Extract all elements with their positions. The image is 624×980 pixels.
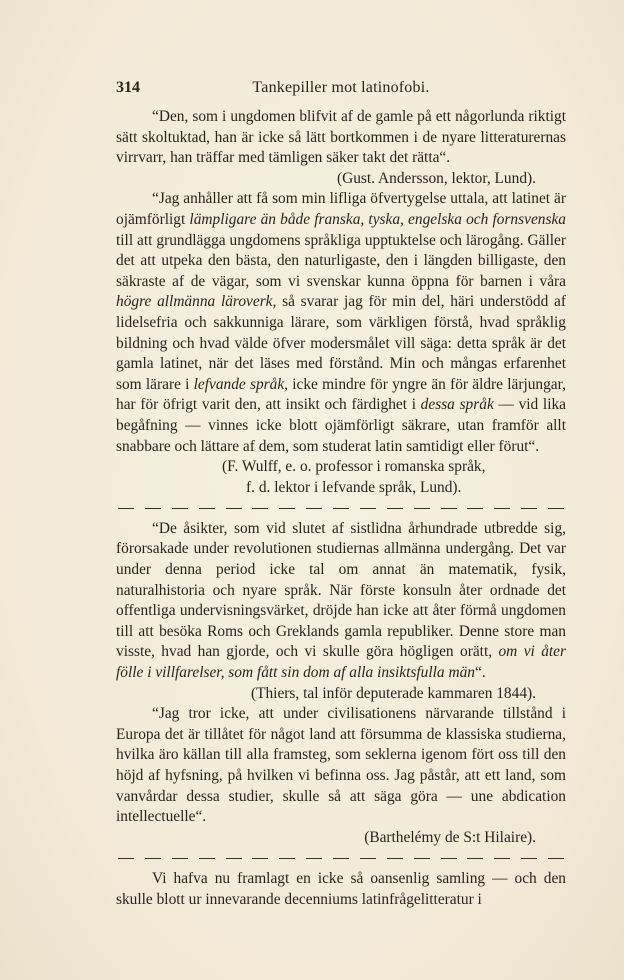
quote-andersson: “Den, som i ungdomen blifvit af de gamle på ett någorlunda riktigt sätt skoltuktad, han är icke så lätt bortkommen i de nyare litteraturernas virrvarr, han träffar med tämligen säker takt det rätta“.: [116, 108, 566, 167]
body-text: [116, 107, 566, 910]
attribution-wulff: (F. Wulff, e. o. professor i romanska språk, f. d. lektor i lefvande språk, Lund).: [222, 458, 486, 496]
emphasis: lämpligare än både franska, tyska, engelska och fornsvenska: [189, 210, 566, 228]
emphasis: om vi åter fölle i villfarelser, som fått sin dom af alla insiktsfulla män: [116, 643, 567, 682]
attribution-andersson: (Gust. Andersson, lektor, Lund).: [336, 169, 536, 187]
page-header: [116, 79, 566, 99]
quote-wulff: “Jag anhåller att få som min lifliga öfvertygelse uttala, att latinet är ojämförligt lämpligare än både franska, tyska, engelska och fornsvenska till att grundlägga ungdomens språkliga upptuktelse och lärogång. Gäller det att utpeka den bästa, den naturligaste, den i längden billigaste, den säkraste af de vägar, som vi svenskar kunna öppna för barnen i våra högre allmänna läroverk, så svarar jag för min del, häri understödd af lidelsefria och sakkunniga lärare, som värkligen förstå, hvad språklig bildning och hvad välde öfver modersmålet vill säga: detta språk är det gamla latinet, när det läses med förstånd. Min och mångas erfarenhet som lärare i lefvande språk, icke mindre för yngre än för äldre lärjungar, har för öfrigt varit den, att insikt och färdighet i dessa språk — vid lika begåfning — vinnes icke blott ojämförligt säkrare, utan framför allt snabbare och lättare af dem, som studerat latin samtidigt eller förut“.: [116, 190, 567, 455]
emphasis: dessa språk: [420, 396, 494, 414]
attribution-thiers: (Thiers, tal inför deputerade kammaren 1844).: [250, 684, 536, 702]
running-title: Tankepiller mot latinofobi.: [252, 79, 430, 96]
section-divider: [116, 848, 566, 869]
emphasis: lefvande språk,: [193, 375, 289, 393]
page-number: 314: [116, 79, 140, 96]
section-divider: [116, 498, 566, 519]
emphasis: högre allmänna läroverk,: [116, 293, 277, 311]
closing-paragraph: Vi hafva nu framlagt en icke så oansenlig samling — och den skulle blott ur innevarande decenniums latinfrågelitteratur i: [116, 869, 566, 908]
attribution-hilaire: (Barthelémy de S:t Hilaire).: [364, 828, 536, 846]
quote-thiers: “De åsikter, som vid slutet af sistlidna århundrade utbredde sig, förorsakade under revolutionen studiernas allmänna undergång. Det var under denna period icke tal om annat än matematik, fysik, naturalhistoria och nyare språk. När förste konsuln åter ordnade det offentliga undervisningsvärket, dröjde han icke att åter förmå ungdomen till att besöka Roms och Greklands gamla republiker. Denne store man visste, hvad han gjorde, och vi skulle göra högligen orätt, om vi åter fölle i villfarelser, som fått sin dom af alla insiktsfulla män“.: [116, 519, 567, 682]
quote-hilaire: “Jag tror icke, att under civilisationens närvarande tillstånd i Europa det är tillåtet för något land att försumma de klassiska studierna, hvilka äro källan till alla framsteg, som seklerna igenom fört oss till den höjd af hyfsning, på hvilken vi befinna oss. Jag påstår, att ett land, som vanvårdar dessa studier, skulle så att säga göra — une abdication intellectuelle“.: [116, 705, 566, 826]
